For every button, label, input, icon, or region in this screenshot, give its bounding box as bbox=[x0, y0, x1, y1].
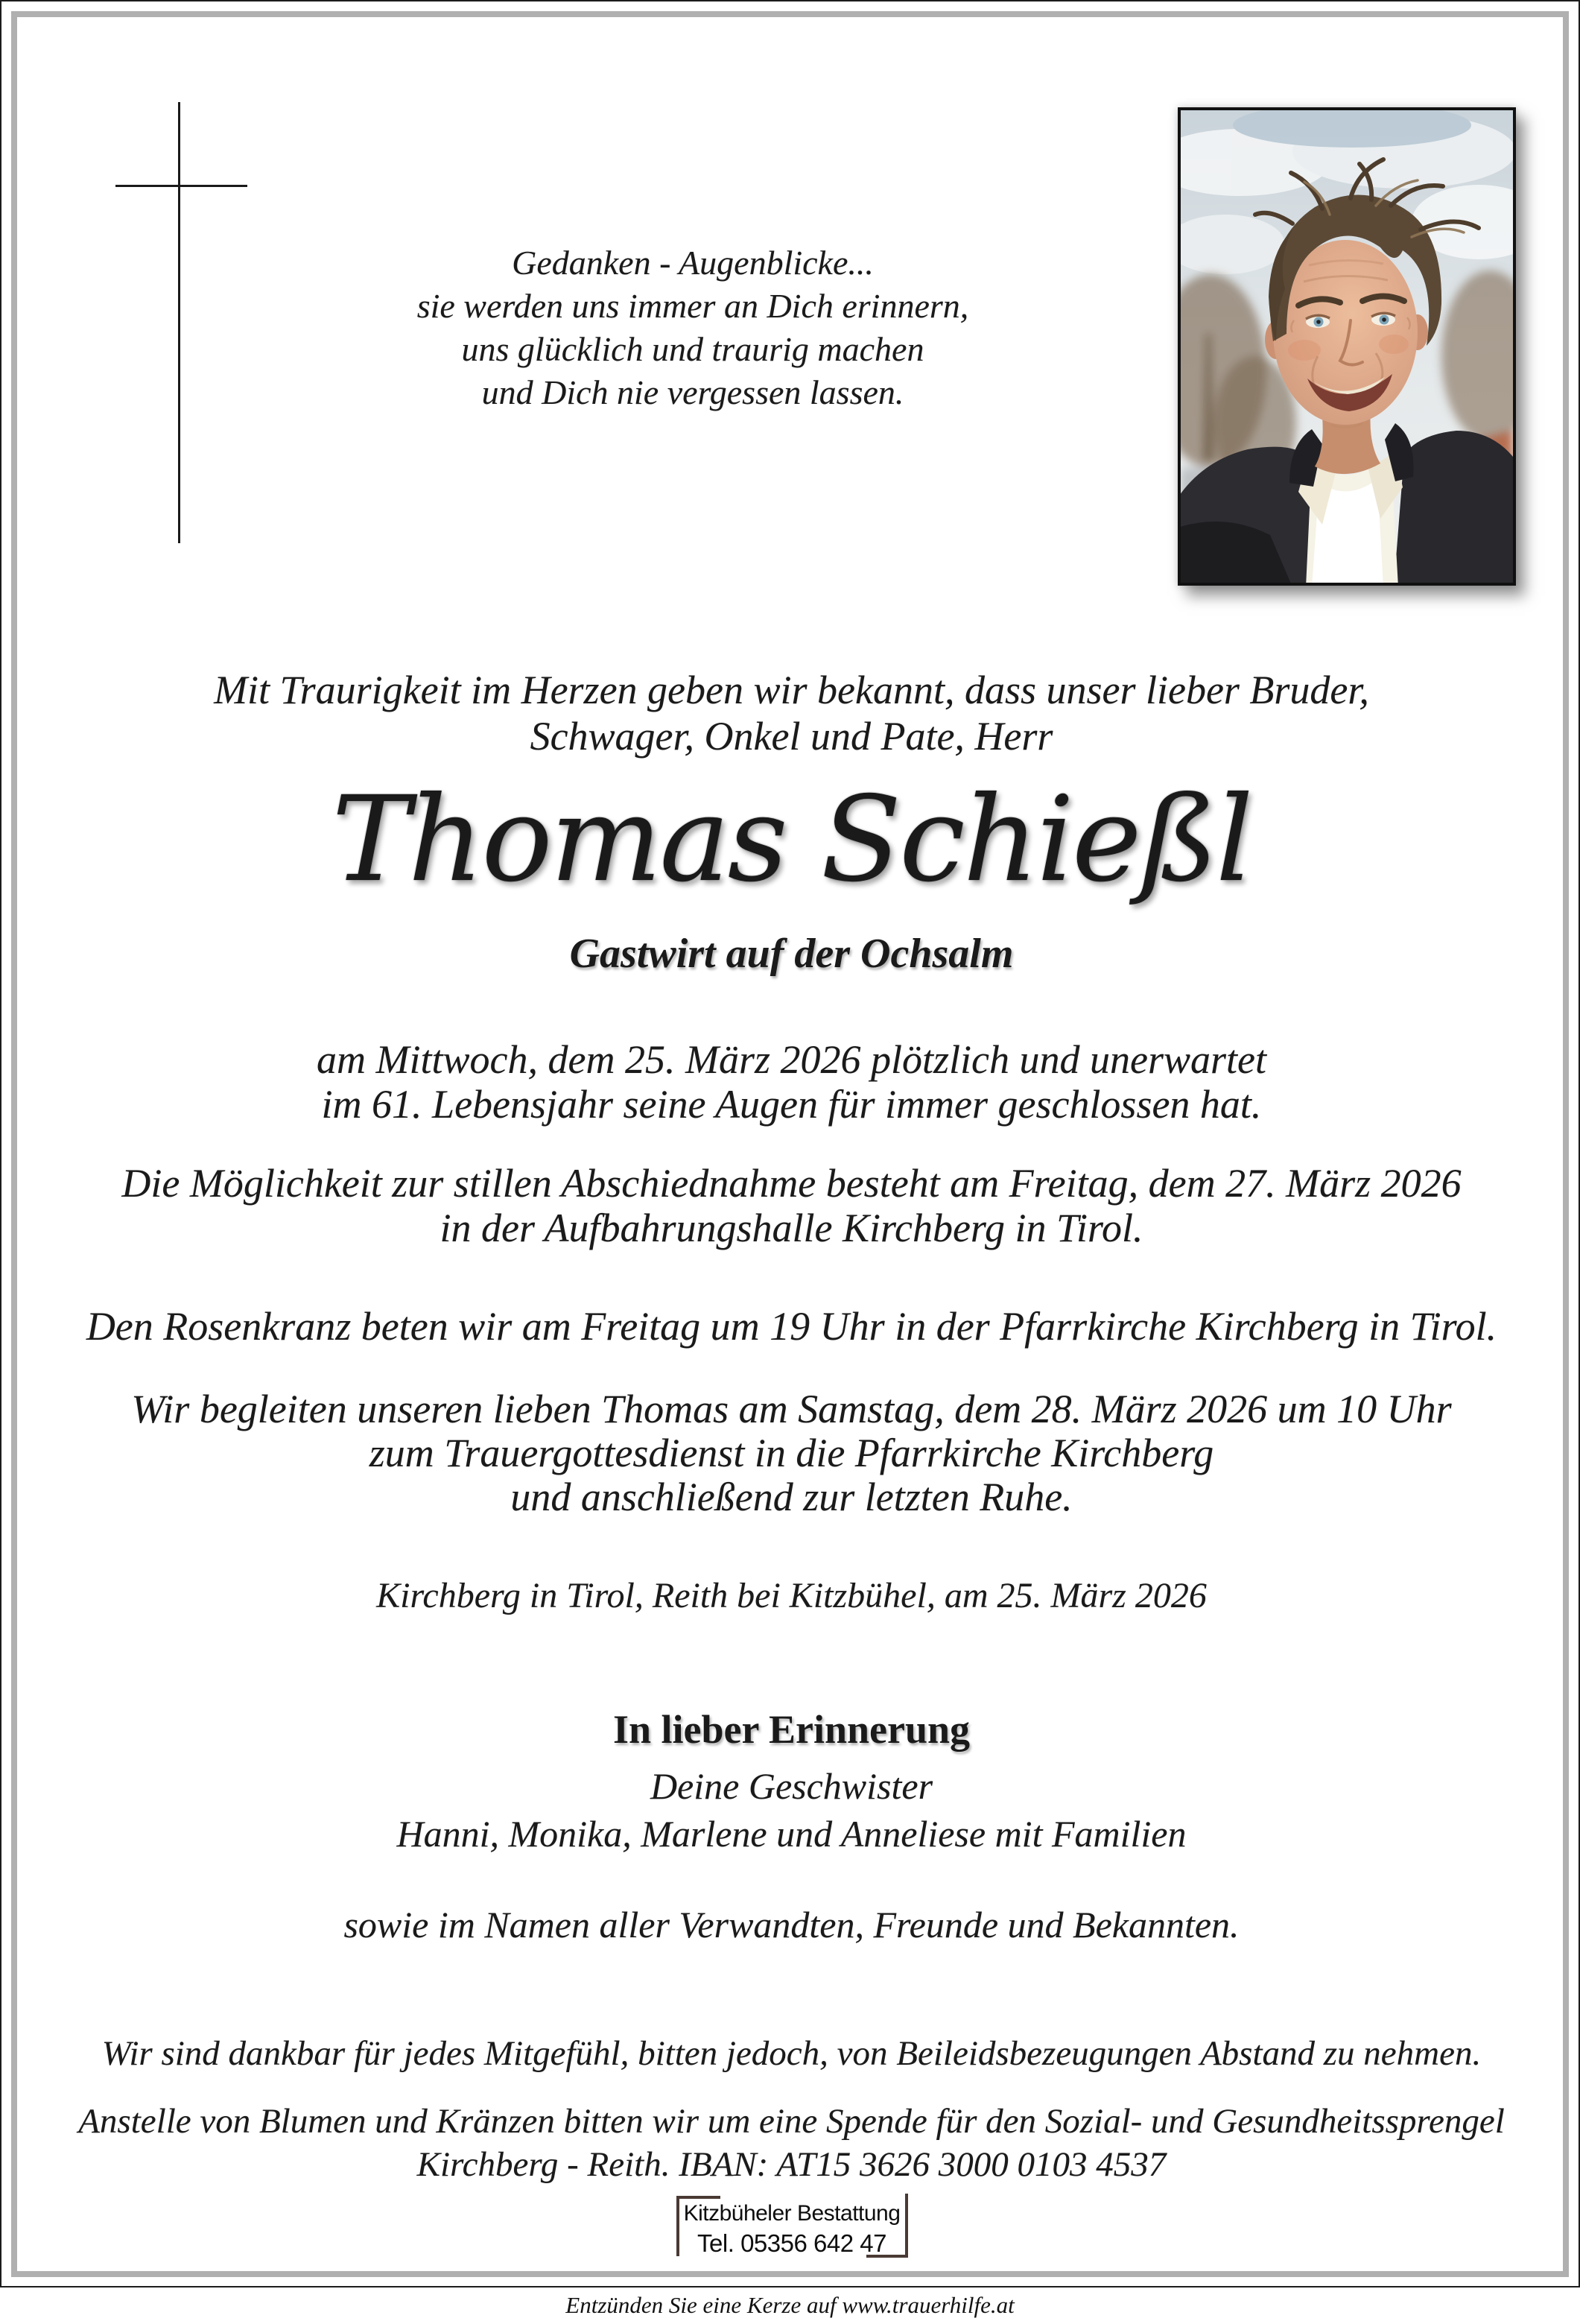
mourners-relation: Deine Geschwister bbox=[650, 1765, 933, 1807]
condolence-note: Wir sind dankbar für jedes Mitgefühl, bitten jedoch, von Beileidsbezeugungen Abstand zu nehmen. bbox=[101, 2034, 1482, 2073]
farewell-line: Die Möglichkeit zur stillen Abschiednahme besteht am Freitag, dem 27. März 2026 bbox=[121, 1161, 1462, 1206]
death-notice bbox=[1, 1037, 1580, 1127]
poem-line: und Dich nie vergessen lassen. bbox=[481, 373, 904, 411]
funeral-line: und anschließend zur letzten Ruhe. bbox=[510, 1475, 1073, 1519]
death-notice-line: im 61. Lebensjahr seine Augen für immer geschlossen hat. bbox=[321, 1082, 1262, 1127]
funeral-home-logo bbox=[668, 2192, 916, 2264]
announcement-line: Schwager, Onkel und Pate, Herr bbox=[530, 714, 1053, 759]
funeral-home-phone: Tel. 05356 642 47 bbox=[697, 2229, 886, 2257]
cross-horizontal-bar bbox=[115, 185, 247, 187]
donation-line: Kirchberg - Reith. IBAN: AT15 3626 3000 0103 4537 bbox=[416, 2145, 1167, 2184]
footer bbox=[0, 2292, 1580, 2319]
poem bbox=[22, 241, 1363, 414]
deceased-subtitle: Gastwirt auf der Ochsalm bbox=[569, 931, 1014, 977]
poem-line: sie werden uns immer an Dich erinnern, bbox=[416, 287, 969, 325]
announcement-line: Mit Traurigkeit im Herzen geben wir bekannt, dass unser lieber Bruder, bbox=[214, 668, 1369, 712]
portrait-photo bbox=[1178, 107, 1516, 586]
place-dateline: Kirchberg in Tirol, Reith bei Kitzbühel, am 25. März 2026 bbox=[376, 1576, 1207, 1615]
memory-heading: In lieber Erinnerung bbox=[612, 1707, 971, 1752]
footer-link[interactable]: Entzünden Sie eine Kerze auf www.trauerhilfe.at bbox=[565, 2292, 1015, 2318]
deceased-name: Thomas Schießl bbox=[331, 771, 1251, 908]
farewell-info bbox=[1, 1161, 1580, 1250]
funeral-home-name: Kitzbüheler Bestattung bbox=[683, 2201, 901, 2226]
funeral-info bbox=[1, 1387, 1580, 1519]
poem-line: Gedanken - Augenblicke... bbox=[512, 244, 874, 282]
funeral-line: zum Trauergottesdienst in die Pfarrkirche Kirchberg bbox=[369, 1431, 1214, 1475]
mourners-names: Hanni, Monika, Marlene und Anneliese mit Familien bbox=[396, 1813, 1187, 1855]
poem-line: uns glücklich und traurig machen bbox=[461, 330, 924, 368]
farewell-line: in der Aufbahrungshalle Kirchberg in Tirol. bbox=[440, 1206, 1143, 1250]
death-notice-line: am Mittwoch, dem 25. März 2026 plötzlich und unerwartet bbox=[317, 1037, 1266, 1082]
funeral-line: Wir begleiten unseren lieben Thomas am Samstag, dem 28. März 2026 um 10 Uhr bbox=[131, 1387, 1452, 1431]
portrait-illustration bbox=[1181, 110, 1513, 583]
donation-line: Anstelle von Blumen und Kränzen bitten wir um eine Spende für den Sozial- und Gesundheitssprengel bbox=[78, 2102, 1505, 2141]
mourners-others: sowie im Namen aller Verwandten, Freunde und Bekannten. bbox=[343, 1904, 1240, 1945]
announcement bbox=[1, 667, 1580, 759]
rosary-info: Den Rosenkranz beten wir am Freitag um 19 Uhr in der Pfarrkirche Kirchberg in Tirol. bbox=[86, 1304, 1497, 1349]
donation-note bbox=[1, 2100, 1580, 2186]
